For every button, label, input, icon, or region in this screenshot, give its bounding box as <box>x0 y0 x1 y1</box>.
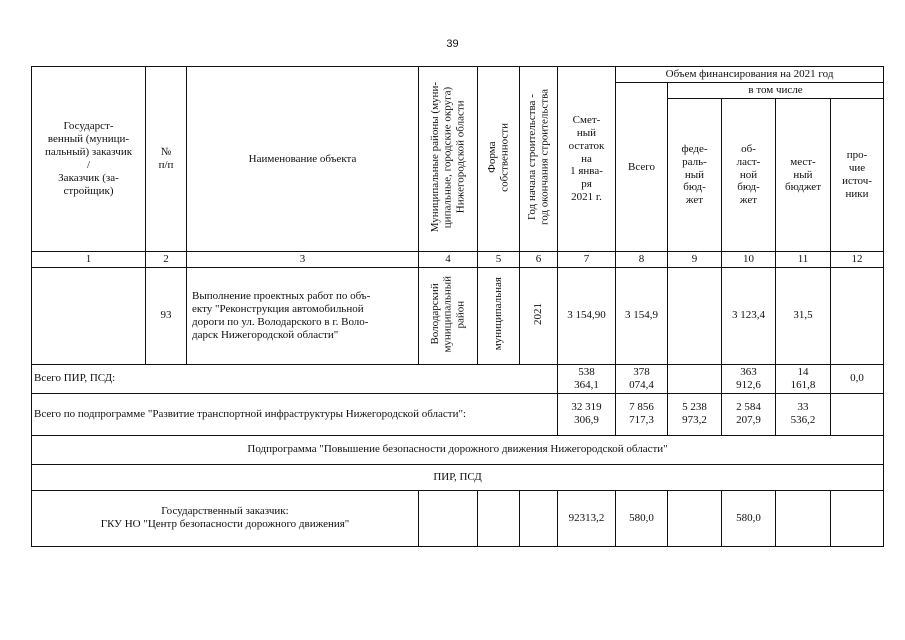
row93-customer <box>32 267 146 364</box>
total-pir-regional: 363 912,6 <box>722 364 776 393</box>
header-ownership-text: Форма собственности <box>485 122 511 192</box>
total-pir-total: 378 074,4 <box>616 364 668 393</box>
total-pir-local: 14 161,8 <box>776 364 831 393</box>
customer-ownership <box>478 490 520 546</box>
row93-total: 3 154,9 <box>616 267 668 364</box>
budget-table <box>31 66 884 547</box>
col-num-11: 11 <box>776 252 831 268</box>
row93-regional: 3 123,4 <box>722 267 776 364</box>
col-num-4: 4 <box>419 252 478 268</box>
total-pir-other: 0,0 <box>831 364 884 393</box>
section-title: ПИР, ПСД <box>32 464 884 490</box>
col-num-5: 5 <box>478 252 520 268</box>
row93-ownership <box>478 267 520 364</box>
header-federal: феде- раль- ный бюд- жет <box>668 99 722 252</box>
customer-row <box>32 490 884 546</box>
col-num-2: 2 <box>146 252 187 268</box>
header-num: № п/п <box>146 67 187 252</box>
col-num-3: 3 <box>187 252 419 268</box>
header-customer: Государст- венный (муници- пальный) заказчик / Заказчик (за- стройщик) <box>32 67 146 252</box>
col-num-12: 12 <box>831 252 884 268</box>
header-other: про- чие источ- ники <box>831 99 884 252</box>
header-estimate: Смет- ный остаток на 1 янва- ря 2021 г. <box>558 67 616 252</box>
customer-district <box>419 490 478 546</box>
column-numbers-row <box>32 252 884 268</box>
customer-total: 580,0 <box>616 490 668 546</box>
total-subprogram-federal: 5 238 973,2 <box>668 393 722 435</box>
row93-num: 93 <box>146 267 187 364</box>
row93-federal <box>668 267 722 364</box>
total-pir-estimate: 538 364,1 <box>558 364 616 393</box>
subprogram-title-row <box>32 435 884 464</box>
row93-estimate: 3 154,90 <box>558 267 616 364</box>
customer-label: Государственный заказчик: ГКУ НО "Центр безопасности дорожного движения" <box>32 490 419 546</box>
header-object-name: Наименование объекта <box>187 67 419 252</box>
customer-estimate: 92313,2 <box>558 490 616 546</box>
row93-year <box>520 267 558 364</box>
col-num-9: 9 <box>668 252 722 268</box>
customer-federal <box>668 490 722 546</box>
total-subprogram-total: 7 856 717,3 <box>616 393 668 435</box>
col-num-10: 10 <box>722 252 776 268</box>
row93-district-text: Володарский муниципальный район <box>429 275 467 353</box>
header-years <box>520 67 558 252</box>
total-subprogram-local: 33 536,2 <box>776 393 831 435</box>
row93-name: Выполнение проектных работ по объ- екту "Реконструкция автомобильной дороги по ул. Володарского в г. Воло- дарск Нижегородской области" <box>187 267 419 364</box>
total-subprogram-estimate: 32 319 306,9 <box>558 393 616 435</box>
section-title-row <box>32 464 884 490</box>
header-ownership <box>478 67 520 252</box>
col-num-6: 6 <box>520 252 558 268</box>
total-subprogram-other <box>831 393 884 435</box>
row93-local: 31,5 <box>776 267 831 364</box>
total-subprogram-row <box>32 393 884 435</box>
header-including: в том числе <box>668 83 884 99</box>
col-num-1: 1 <box>32 252 146 268</box>
table-row-93 <box>32 267 884 364</box>
customer-year <box>520 490 558 546</box>
header-years-text: Год начала строительства - год окончания строительства <box>525 89 551 225</box>
row93-district <box>419 267 478 364</box>
total-pir-label: Всего ПИР, ПСД: <box>32 364 558 393</box>
total-subprogram-label: Всего по подпрограмме "Развитие транспортной инфраструктуры Нижегородской области": <box>32 393 558 435</box>
row93-ownership-text: муниципальная <box>492 277 505 351</box>
customer-local <box>776 490 831 546</box>
customer-other <box>831 490 884 546</box>
row93-other <box>831 267 884 364</box>
customer-regional: 580,0 <box>722 490 776 546</box>
page-number: 39 <box>446 38 459 50</box>
header-districts-text: Муниципальные районы (муни- ципальные, городские округа) Нижегородской области <box>429 81 467 233</box>
header-local: мест- ный бюджет <box>776 99 831 252</box>
col-num-8: 8 <box>616 252 668 268</box>
header-regional: об- ласт- ной бюд- жет <box>722 99 776 252</box>
header-total: Всего <box>616 83 668 252</box>
subprogram-title: Подпрограмма "Повышение безопасности дорожного движения Нижегородской области" <box>32 435 884 464</box>
row93-year-text: 2021 <box>532 302 545 325</box>
total-pir-federal <box>668 364 722 393</box>
total-subprogram-regional: 2 584 207,9 <box>722 393 776 435</box>
header-districts <box>419 67 478 252</box>
col-num-7: 7 <box>558 252 616 268</box>
header-financing: Объем финансирования на 2021 год <box>616 67 884 83</box>
total-pir-row <box>32 364 884 393</box>
